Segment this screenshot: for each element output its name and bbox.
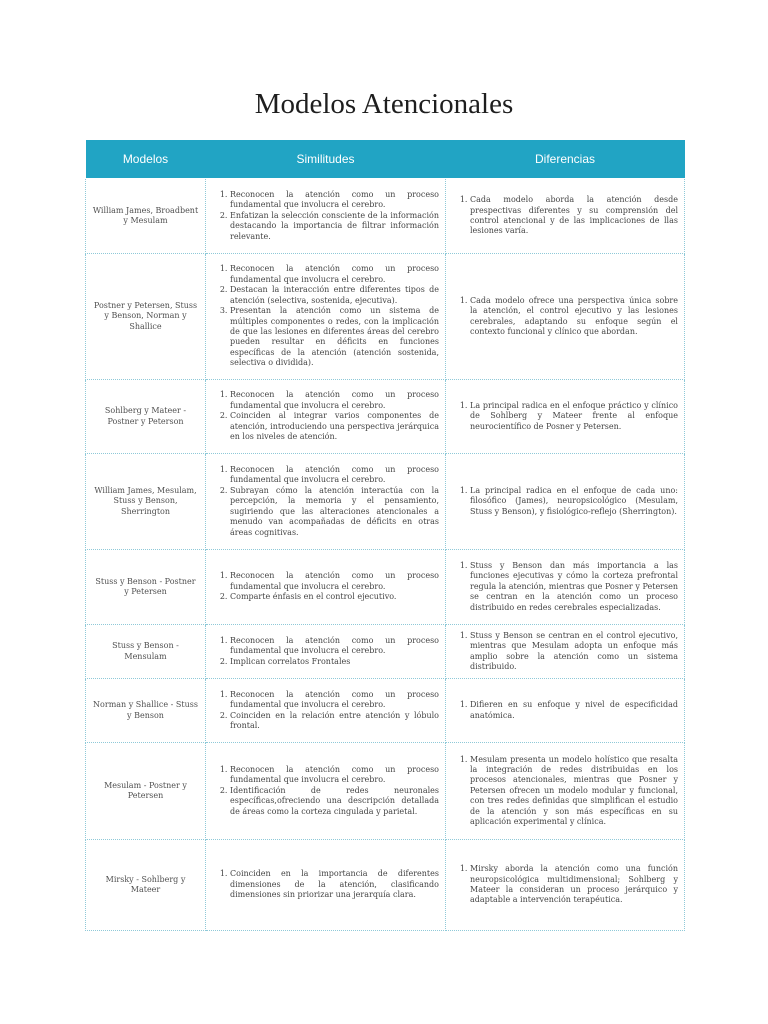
- similarity-item: 1. Reconocen la atención como un proceso fundamental que involucra el cerebro.: [230, 690, 439, 711]
- models-table: [85, 140, 685, 931]
- similarity-item: 1. Reconocen la atención como un proceso fundamental que involucra el cerebro.: [230, 390, 439, 411]
- difference-item: 1. Difieren en su enfoque y nivel de especificidad anatómica.: [470, 700, 678, 721]
- model-name: William James, Broadbent y Mesulam: [86, 179, 206, 254]
- model-name: Mirsky - Sohlberg y Mateer: [86, 840, 206, 931]
- differences-list: [456, 755, 678, 828]
- page-title: Modelos Atencionales: [254, 88, 514, 120]
- similarity-item: 2. Comparte énfasis en el control ejecutivo.: [230, 592, 439, 602]
- model-name: Sohlberg y Mateer - Postner y Peterson: [86, 380, 206, 454]
- differences-cell: [446, 625, 685, 679]
- similarities-list: [216, 571, 439, 602]
- similarity-item: 1. Coinciden en la importancia de diferentes dimensiones de la atención, clasificando dimensiones sin priorizar una jerarquía clara.: [230, 869, 439, 900]
- table-row: [86, 380, 685, 454]
- table-row: [86, 454, 685, 550]
- table-row: [86, 679, 685, 743]
- table-row: [86, 840, 685, 931]
- table-row: [86, 254, 685, 380]
- model-name: Stuss y Benson - Postner y Petersen: [86, 550, 206, 625]
- header-differences: Diferencias: [446, 140, 685, 179]
- table-row: [86, 625, 685, 679]
- similarities-list: [216, 465, 439, 538]
- similarities-cell: [206, 679, 446, 743]
- difference-item: 1. La principal radica en el enfoque práctico y clínico de Sohlberg y Mateer frente al enfoque neurocientífico de Posner y Petersen.: [470, 401, 678, 432]
- similarities-cell: [206, 380, 446, 454]
- similarities-cell: [206, 254, 446, 380]
- similarity-item: 1. Reconocen la atención como un proceso fundamental que involucra el cerebro.: [230, 571, 439, 592]
- differences-list: [456, 864, 678, 906]
- differences-list: [456, 296, 678, 338]
- difference-item: 1. Stuss y Benson se centran en el control ejecutivo, mientras que Mesulam adopta un enfoque más amplio sobre la atención como un sistema distribuido.: [470, 631, 678, 673]
- table-row: [86, 550, 685, 625]
- similarities-list: [216, 765, 439, 817]
- similarity-item: 2. Coinciden en la relación entre atención y lóbulo frontal.: [230, 711, 439, 732]
- similarity-item: 2. Implican correlatos Frontales: [230, 657, 439, 667]
- similarity-item: 2. Enfatizan la selección consciente de la información destacando la importancia de filtrar información relevante.: [230, 211, 439, 242]
- differences-list: [456, 401, 678, 432]
- similarities-list: [216, 264, 439, 368]
- differences-list: [456, 195, 678, 237]
- similarity-item: 1. Reconocen la atención como un proceso fundamental que involucra el cerebro.: [230, 765, 439, 786]
- similarities-list: [216, 690, 439, 732]
- similarity-item: 1. Reconocen la atención como un proceso fundamental que involucra el cerebro.: [230, 465, 439, 486]
- similarity-item: 1. Reconocen la atención como un proceso fundamental que involucra el cerebro.: [230, 190, 439, 211]
- table-body: [86, 179, 685, 931]
- differences-cell: [446, 254, 685, 380]
- difference-item: 1. Cada modelo aborda la atención desde prespectivas diferentes y su comprensión del control atencional y de las implicaciones de llas lesiones varía.: [470, 195, 678, 237]
- differences-cell: [446, 743, 685, 840]
- differences-cell: [446, 380, 685, 454]
- differences-cell: [446, 179, 685, 254]
- model-name: Postner y Petersen, Stuss y Benson, Norman y Shallice: [86, 254, 206, 380]
- similarities-cell: [206, 840, 446, 931]
- model-name: Norman y Shallice - Stuss y Benson: [86, 679, 206, 743]
- similarities-cell: [206, 550, 446, 625]
- similarities-list: [216, 190, 439, 242]
- similarities-list: [216, 869, 439, 900]
- differences-list: [456, 700, 678, 721]
- similarity-item: 2. Identificación de redes neuronales específicas,ofreciendo una descripción detallada de áreas como la corteza cingulada y parietal.: [230, 786, 439, 817]
- model-name: Stuss y Benson - Mensulam: [86, 625, 206, 679]
- difference-item: 1. Stuss y Benson dan más importancia a las funciones ejecutivas y cómo la corteza prefrontal regula la atención, mientras que Posner y Petersen se centran en la atención como un proceso distribuido en redes cerebrales especializadas.: [470, 561, 678, 613]
- differences-list: [456, 486, 678, 517]
- differences-cell: [446, 550, 685, 625]
- similarity-item: 1. Reconocen la atención como un proceso fundamental que involucra el cerebro.: [230, 636, 439, 657]
- differences-cell: [446, 454, 685, 550]
- similarity-item: 1. Reconocen la atención como un proceso fundamental que involucra el cerebro.: [230, 264, 439, 285]
- similarities-cell: [206, 179, 446, 254]
- similarity-item: 2. Subrayan cómo la atención interactúa con la percepción, la memoria y el pensamiento, sugiriendo que las alteraciones atencionales a menudo van acompañadas de déficits en otras áreas cognitivas.: [230, 486, 439, 538]
- similarity-item: 2. Destacan la interacción entre diferentes tipos de atención (selectiva, sostenida, ejecutiva).: [230, 285, 439, 306]
- table-row: [86, 179, 685, 254]
- table-row: [86, 743, 685, 840]
- difference-item: 1. Mirsky aborda la atención como una función neuropsicológica multidimensional; Sohlberg y Mateer la consideran un proceso jerárquico y adaptable a intervención terapéutica.: [470, 864, 678, 906]
- similarities-cell: [206, 625, 446, 679]
- similarities-cell: [206, 743, 446, 840]
- similarity-item: 3. Presentan la atención como un sistema de múltiples componentes o redes, con la implicación de que las lesiones en diferentes áreas del cerebro pueden resultar en déficits en funciones específicas de la atención (atención sostenida, selectiva o dividida).: [230, 306, 439, 368]
- similarities-list: [216, 390, 439, 442]
- header-models: Modelos: [86, 140, 206, 179]
- table-header-row: [86, 140, 685, 179]
- differences-cell: [446, 840, 685, 931]
- similarity-item: 2. Coinciden al integrar varios componentes de atención, introduciendo una perspectiva jerárquica en los niveles de atención.: [230, 411, 439, 442]
- difference-item: 1. Mesulam presenta un modelo holístico que resalta la integración de redes distribuidas en los procesos atencionales, mientras que Posner y Petersen ofrecen un modelo modular y funcional, con tres redes definidas que simplifican el estudio de la atención y son más específicas en su aplicación experimental y clínica.: [470, 755, 678, 828]
- differences-cell: [446, 679, 685, 743]
- model-name: Mesulam - Postner y Petersen: [86, 743, 206, 840]
- difference-item: 1. La principal radica en el enfoque de cada uno: filosófico (James), neuropsicológico (Mesulam, Stuss y Benson), y fisiológico-reflejo (Sherrington).: [470, 486, 678, 517]
- similarities-cell: [206, 454, 446, 550]
- similarities-list: [216, 636, 439, 667]
- difference-item: 1. Cada modelo ofrece una perspectiva única sobre la atención, el control ejecutivo y las lesiones cerebrales, adaptando su enfoque según el contexto funcional y clínico que abordan.: [470, 296, 678, 338]
- differences-list: [456, 561, 678, 613]
- header-similarities: Similitudes: [206, 140, 446, 179]
- differences-list: [456, 631, 678, 673]
- model-name: William James, Mesulam, Stuss y Benson, Sherrington: [86, 454, 206, 550]
